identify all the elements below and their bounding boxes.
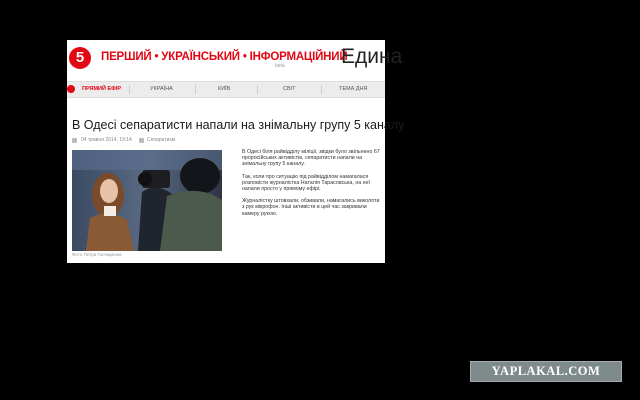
site-header [67, 40, 403, 78]
nav-item-kyiv[interactable]: КИЇВ [218, 86, 231, 92]
nav-divider [257, 85, 258, 94]
article-meta [72, 137, 372, 145]
article-paragraph: Так, коли про ситуацію під райвідділом намагалася розповісти журналістка Наталія Тарасовська, на неї напали просто у прямому ефірі. [242, 173, 371, 193]
news-page [67, 40, 405, 263]
article-body [242, 149, 382, 223]
nav-divider [129, 85, 130, 94]
tag-icon [139, 138, 144, 143]
yaplakal-watermark: YAPLAKAL.COM [470, 361, 622, 382]
calendar-icon [72, 138, 77, 143]
article-photo [72, 150, 222, 251]
article-category[interactable]: Сепаратизм [147, 137, 176, 143]
nav-divider [321, 85, 322, 94]
nav-item-world[interactable]: СВІТ [283, 86, 296, 92]
nav-item-ukraine[interactable]: УКРАЇНА [150, 86, 173, 92]
live-dot-icon [67, 85, 75, 93]
channel-5-logo[interactable]: 5 [69, 47, 91, 69]
article-paragraph: В Одесі біля райвідділу міліції, звідки було звільнено 67 проросійських активістів, сепаратисти напали на знімальну групу 5 каналу. [242, 149, 380, 168]
nav-item-live[interactable]: ПРЯМИЙ ЕФІР [82, 86, 122, 92]
nav-item-topic[interactable]: ТЕМА ДНЯ [339, 86, 368, 92]
nav-divider [195, 85, 196, 94]
article-title: В Одесі сепаратисти напали на знімальну групу 5 каналу [72, 118, 405, 132]
article-date: 04 травня 2014, 19:14 [81, 137, 132, 143]
header-banner-text: Едина [341, 45, 403, 68]
photo-caption: Фото Петра Гончаренка [72, 252, 122, 257]
main-nav [67, 81, 385, 98]
beta-label: beta [275, 63, 285, 69]
site-slogan: ПЕРШИЙ • УКРАЇНСЬКИЙ • ІНФОРМАЦІЙНИЙ [101, 51, 348, 63]
article-paragraph: Журналістку штовхали, обзивали, намагались виколоти з рук мікрофон. Інші активісти в цей час закривали камеру рукою. [242, 198, 380, 217]
